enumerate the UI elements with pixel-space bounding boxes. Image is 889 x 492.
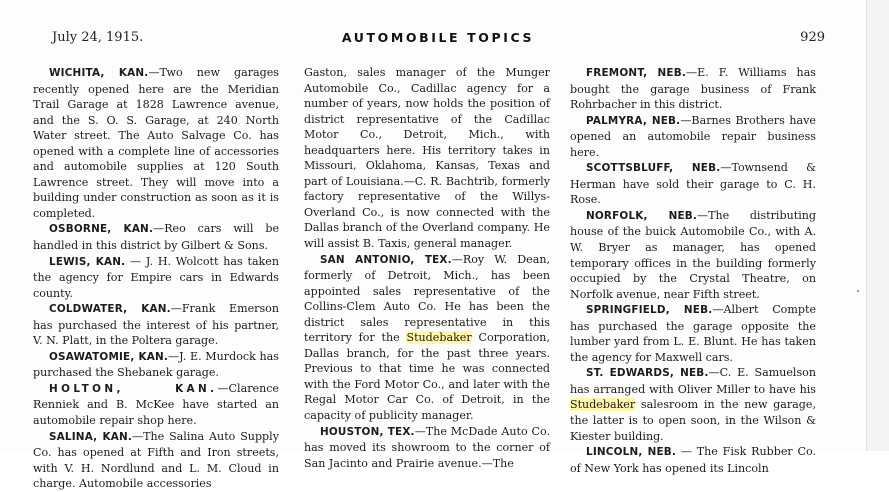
item-text: — The Fisk Rubber Co. of New York has opened its Lincoln bbox=[570, 445, 816, 475]
dateline-place: HOUSTON, TEX. bbox=[320, 425, 415, 438]
dateline-place: WICHITA, KAN. bbox=[49, 67, 149, 79]
news-item bbox=[33, 349, 279, 381]
dateline-place: SPRINGFIELD, NEB. bbox=[586, 304, 713, 317]
column-3 bbox=[570, 65, 816, 476]
item-text-continued: salesroom in the new garage, the latter is to open soon, in the Wilson & Kiester building. bbox=[570, 398, 816, 443]
dateline-place: COLDWATER, KAN. bbox=[49, 303, 171, 316]
news-item bbox=[570, 208, 816, 302]
news-item bbox=[570, 302, 816, 365]
item-text: —Reo cars will be handled in this district by Gilbert & Sons. bbox=[33, 222, 280, 253]
news-item bbox=[33, 429, 279, 492]
dateline-place: HOLTON, KAN. bbox=[49, 382, 218, 395]
dateline-place: SCOTTSBLUFF, NEB. bbox=[586, 162, 721, 175]
item-text: —The distributing house of the buick Automobile Co., with A. W. Bryer as manager, has opened temporary offices in the building formerly occupied by the Crystal Theatre, on Norfolk avenue, near Fifth street. bbox=[570, 208, 816, 301]
dateline-place: FREMONT, NEB. bbox=[586, 67, 687, 79]
news-item bbox=[304, 65, 550, 252]
item-text: —Barnes Brothers have opened an automobile repair business here. bbox=[570, 113, 816, 159]
news-item bbox=[33, 301, 279, 349]
dateline-place: OSBORNE, KAN. bbox=[49, 223, 154, 236]
item-text: —J. E. Murdock has purchased the Shebanek garage. bbox=[33, 349, 279, 380]
news-item bbox=[570, 160, 816, 208]
item-text: —The Salina Auto Supply Co. has opened at Fifth and Iron streets, with V. H. Nordlund and L. M. Cloud in charge. Automobile accessories bbox=[33, 429, 279, 491]
news-item bbox=[570, 65, 816, 113]
scan-speck bbox=[857, 290, 859, 292]
dateline-place: SAN ANTONIO, TEX. bbox=[320, 253, 452, 266]
dateline-place: LEWIS, KAN. bbox=[49, 255, 126, 268]
news-item bbox=[33, 381, 279, 429]
dateline-place: NORFOLK, NEB. bbox=[586, 209, 698, 222]
item-text: —Townsend & Herman have sold their garage to C. H. Rose. bbox=[570, 161, 816, 207]
news-item bbox=[304, 252, 550, 424]
item-text: —Frank Emerson has purchased the interest of his partner, V. N. Platt, in the Poltera garage. bbox=[33, 302, 279, 348]
dateline-place: ST. EDWARDS, NEB. bbox=[586, 367, 709, 380]
dateline-place: LINCOLN, NEB. bbox=[586, 446, 677, 459]
item-text: —Roy W. Dean, formerly of Detroit, Mich., has been appointed sales representative of the Collins-Clem Auto Co. He has been the district sales representative in this territory for the bbox=[304, 252, 550, 345]
item-text: — J. H. Wolcott has taken the agency for Empire cars in Edwards county. bbox=[33, 254, 279, 300]
page-number: 929 bbox=[800, 30, 825, 45]
page-header bbox=[0, 30, 866, 50]
news-item bbox=[33, 65, 279, 221]
news-item bbox=[33, 254, 279, 302]
highlighted-term: Studebaker bbox=[406, 331, 472, 345]
item-text: —E. F. Williams has bought the garage business of Frank Rohrbacher in this district. bbox=[570, 66, 816, 112]
dateline-place: PALMYRA, NEB. bbox=[586, 114, 681, 127]
dateline-place: SALINA, KAN. bbox=[49, 430, 132, 443]
news-item bbox=[570, 113, 816, 161]
item-text: —Two new garages recently opened here are the Meridian Trail Garage at 1828 Lawrence avenue, and the S. O. S. Garage, at 240 North Water street. The Auto Salvage Co. has opened with a complete line of accessories and automobile supplies at 120 South Lawrence street. They will move into a building under construction as soon as it is completed. bbox=[33, 66, 279, 220]
highlighted-term: Studebaker bbox=[570, 398, 636, 412]
publication-title: AUTOMOBILE TOPICS bbox=[341, 30, 535, 45]
dateline-place: OSAWATOMIE, KAN. bbox=[49, 350, 169, 363]
item-text: —Clarence Renniek and B. McKee have started an automobile repair shop here. bbox=[33, 381, 279, 428]
column-1 bbox=[33, 65, 279, 492]
column-2 bbox=[304, 65, 550, 471]
news-item bbox=[304, 424, 550, 472]
item-text-continued: Corporation, Dallas branch, for the past three years. Previous to that time he was connected with the Ford Motor Co., and later with the Regal Motor Car Co. of Detroit, in the capacity of publicity manager. bbox=[304, 331, 550, 423]
news-item bbox=[33, 221, 279, 253]
issue-date: July 24, 1915. bbox=[52, 30, 144, 45]
item-text: Gaston, sales manager of the Munger Automobile Co., Cadillac agency for a number of years, now holds the position of district representative of the Cadillac Motor Co., Detroit, Mich., with headquarters here. His territory takes in Missouri, Oklahoma, Kansas, Texas and part of Louisiana.—C. R. Bachtrib, formerly factory representative of the Willys-Overland Co., is now connected with the Dallas branch of the Overland company. He will assist B. Taxis, general manager. bbox=[304, 66, 550, 251]
news-item bbox=[570, 444, 816, 476]
viewer-right-edge bbox=[866, 0, 889, 451]
item-text: —The McDade Auto Co. has moved its showroom to the corner of San Jacinto and Prairie avenue.—The bbox=[304, 424, 550, 470]
news-item bbox=[570, 365, 816, 444]
item-text: —C. E. Samuelson has arranged with Oliver Miller to have his bbox=[570, 366, 816, 396]
item-text: —Albert Compte has purchased the garage opposite the lumber yard from L. E. Blunt. He has taken the agency for Maxwell cars. bbox=[570, 303, 817, 364]
